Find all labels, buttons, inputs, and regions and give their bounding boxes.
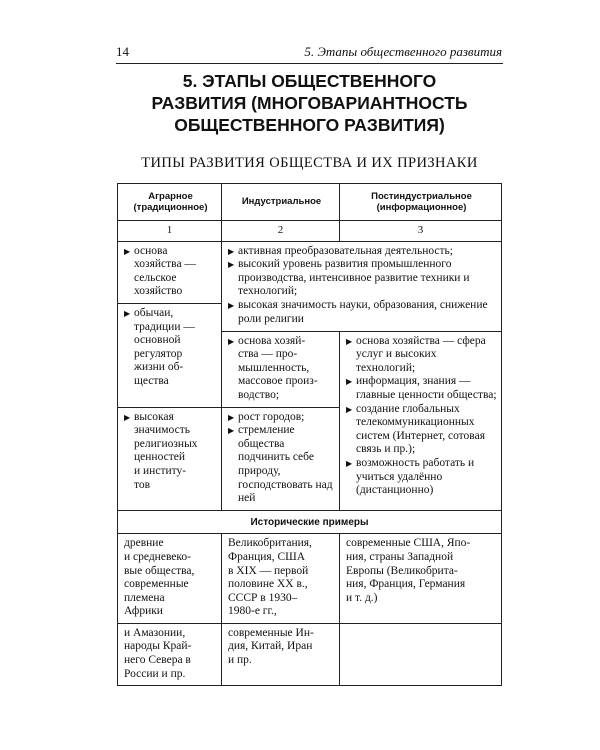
table-header-row bbox=[118, 184, 502, 221]
table-cell bbox=[340, 331, 502, 510]
column-header-industrial: Индустриальное bbox=[222, 184, 340, 221]
chapter-title-line: РАЗВИТИЯ (МНОГОВАРИАНТНОСТЬ bbox=[151, 93, 468, 113]
list-item: ▶ возможность работать и учиться удалённо (дистанционно) bbox=[346, 456, 475, 497]
bullet-icon: ▶ bbox=[346, 458, 353, 468]
list-item: ▶ информация, знания — главные ценности общества; bbox=[346, 375, 497, 401]
column-number: 1 bbox=[118, 221, 222, 242]
list-item: ▶ высокая значимость науки, образования, снижение роли религии bbox=[228, 298, 488, 325]
page-header bbox=[116, 44, 502, 60]
bullet-icon: ▶ bbox=[228, 426, 235, 436]
table-cell: древние и средневеко- вые общества, современные племена Африки bbox=[118, 534, 222, 624]
section-row bbox=[118, 510, 502, 534]
column-number-row bbox=[118, 221, 502, 242]
chapter-title-line: ОБЩЕСТВЕННОГО РАЗВИТИЯ) bbox=[174, 115, 445, 135]
running-title: 5. Этапы общественного развития bbox=[304, 44, 502, 59]
table-row bbox=[118, 241, 502, 303]
table-cell: современные Ин- дия, Китай, Иран и пр. bbox=[222, 623, 340, 685]
table-cell bbox=[222, 331, 340, 407]
table-cell bbox=[118, 241, 222, 303]
column-number: 3 bbox=[340, 221, 502, 242]
table-cell-empty bbox=[340, 623, 502, 685]
table-cell-shared bbox=[222, 241, 502, 331]
bullet-icon: ▶ bbox=[228, 260, 235, 270]
header-rule bbox=[116, 63, 503, 64]
bullet-icon: ▶ bbox=[346, 404, 353, 414]
table-caption: ТИПЫ РАЗВИТИЯ ОБЩЕСТВА И ИХ ПРИЗНАКИ bbox=[141, 155, 478, 171]
bullet-icon: ▶ bbox=[124, 308, 131, 318]
table-cell bbox=[222, 407, 340, 510]
chapter-title-line: 5. ЭТАПЫ ОБЩЕСТВЕННОГО bbox=[182, 71, 437, 91]
table-row bbox=[118, 534, 502, 624]
list-item: ▶ основа хозяйства — сельское хозяйство bbox=[124, 244, 196, 298]
bullet-icon: ▶ bbox=[346, 377, 353, 387]
column-header-postindustrial: Постиндустриальное (информационное) bbox=[340, 184, 502, 221]
column-header-agrarian: Аграрное (традиционное) bbox=[118, 184, 222, 221]
bullet-icon: ▶ bbox=[228, 336, 235, 346]
bullet-icon: ▶ bbox=[346, 336, 353, 346]
table-cell bbox=[118, 303, 222, 407]
table-cell: Великобритания, Франция, США в XIX — первой половине XX в., СССР в 1930– 1980-е гг., bbox=[222, 534, 340, 624]
list-item: ▶ рост городов; bbox=[228, 410, 305, 423]
list-item: ▶ создание глобальных телекоммуникационных систем (Интернет, сотовая связь и пр.); bbox=[346, 402, 485, 456]
bullet-icon: ▶ bbox=[228, 300, 235, 310]
society-types-table bbox=[117, 183, 502, 686]
list-item: ▶ высокий уровень развития промышленного производства, интенсивное развитие техники и технологий; bbox=[228, 258, 470, 298]
table-row bbox=[118, 623, 502, 685]
bullet-icon: ▶ bbox=[228, 412, 235, 422]
chapter-title bbox=[116, 70, 503, 136]
list-item: ▶ стремление общества подчинить себе природу, господствовать над ней bbox=[228, 424, 333, 505]
table-cell: современные США, Япо- ния, страны Западной Европы (Великобрита- ния, Франция, Германия и т. д.) bbox=[340, 534, 502, 624]
section-title-historical-examples: Исторические примеры bbox=[118, 510, 502, 534]
bullet-icon: ▶ bbox=[228, 246, 235, 256]
list-item: ▶ активная преобразовательная деятельность; bbox=[228, 244, 454, 257]
list-item: ▶ обычаи, традиции — основной регулятор жизни об- щества bbox=[124, 306, 195, 387]
list-item: ▶ основа хозяй- ства — про- мышленность, массовое произ- водство; bbox=[228, 334, 318, 401]
list-item: ▶ основа хозяйства — сфера услуг и высоких технологий; bbox=[346, 334, 486, 374]
table-cell bbox=[118, 407, 222, 510]
column-number: 2 bbox=[222, 221, 340, 242]
table-cell: и Амазонии, народы Край- него Севера в России и пр. bbox=[118, 623, 222, 685]
page-number: 14 bbox=[116, 44, 129, 59]
bullet-icon: ▶ bbox=[124, 412, 131, 422]
bullet-icon: ▶ bbox=[124, 246, 131, 256]
list-item: ▶ высокая значимость религиозных ценностей и институ- тов bbox=[124, 410, 198, 491]
